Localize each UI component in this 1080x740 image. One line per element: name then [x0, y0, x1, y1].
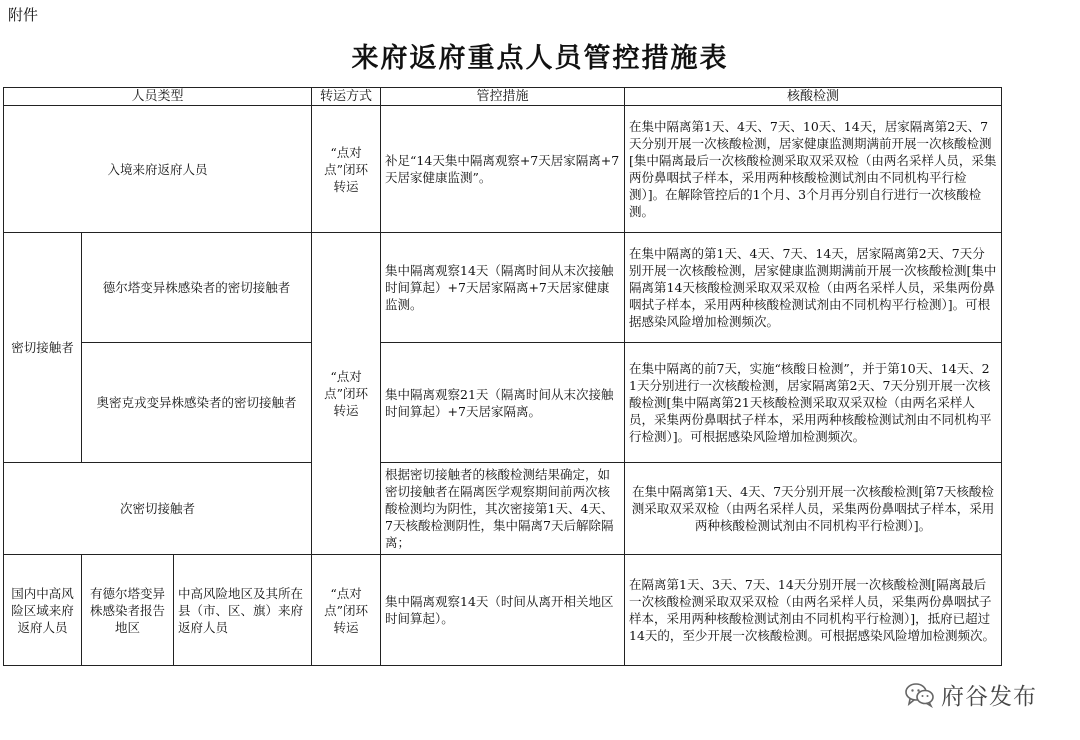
attachment-label: 附件: [8, 6, 39, 24]
header-transport: 转运方式: [312, 88, 381, 106]
omicron-testing-cell: 在集中隔离的前7天，实施“核酸日检测”，并于第10天、14天、21天分别进行一次核酸检测，居家隔离第2天、7天分别开展一次核酸检测[集中隔离第21天核酸检测采取双采双检（由两名采样人员，采集两份鼻咽拭子样本，采用两种核酸检测试剂由不同机构平行检测）]。可根据感染风险增加检测频次。: [625, 343, 1002, 463]
table-row: [4, 555, 1002, 666]
header-measures: 管控措施: [381, 88, 625, 106]
table-row: [4, 106, 1002, 233]
control-measures-table: [3, 87, 1002, 666]
close-contacts-transport-cell: “点对点”闭环转运: [312, 233, 381, 555]
secondary-measures-cell: 根据密切接触者的核酸检测结果确定，如密切接触者在隔离医学观察期间前两次核酸检测均为阴性，其次密接第1天、4天、7天核酸检测阴性，集中隔离7天后解除隔离；: [381, 463, 625, 555]
watermark-text: 府谷发布: [941, 684, 1037, 710]
delta-area-type-cell: 有德尔塔变异株感染者报告地区: [82, 555, 174, 666]
risk-area-type-cell: 国内中高风险区域来府返府人员: [4, 555, 82, 666]
risk-area-testing-cell: 在隔离第1天、3天、7天、14天分别开展一次核酸检测[隔离最后一次核酸检测采取双采双检（由两名采样人员，采集两份鼻咽拭子样本，采用两种核酸检测试剂由不同机构平行检测）]，抵府已超过14天的，至少开展一次核酸检测。可根据感染风险增加检测频次。: [625, 555, 1002, 666]
page-title: 来府返府重点人员管控措施表: [351, 43, 729, 74]
omicron-measures-cell: 集中隔离观察21天（隔离时间从末次接触时间算起）+7天居家隔离。: [381, 343, 625, 463]
table-row: [4, 463, 1002, 555]
inbound-type-cell: 入境来府返府人员: [4, 106, 312, 233]
risk-area-measures-cell: 集中隔离观察14天（时间从离开相关地区时间算起）。: [381, 555, 625, 666]
inbound-measures-cell: 补足“14天集中隔离观察+7天居家隔离+7天居家健康监测”。: [381, 106, 625, 233]
wechat-icon: [905, 682, 935, 708]
secondary-testing-cell: 在集中隔离第1天、4天、7天分别开展一次核酸检测[第7天核酸检测采取双采双检（由两名采样人员，采集两份鼻咽拭子样本，采用两种核酸检测试剂由不同机构平行检测）]。: [625, 463, 1002, 555]
table-row: [4, 233, 1002, 343]
risk-area-transport-cell: “点对点”闭环转运: [312, 555, 381, 666]
inbound-testing-cell: 在集中隔离第1天、4天、7天、10天、14天，居家隔离第2天、7天分别开展一次核酸检测，居家健康监测期满前开展一次核酸检测[集中隔离最后一次核酸检测采取双采双检（由两名采样人员，采集两份鼻咽拭子样本，采用两种核酸检测试剂由不同机构平行检测）]。在解除管控后的1个月、3个月再分别自行进行一次核酸检测。: [625, 106, 1002, 233]
delta-testing-cell: 在集中隔离的第1天、4天、7天、14天，居家隔离第2天、7天分别开展一次核酸检测，居家健康监测期满前开展一次核酸检测[集中隔离第14天核酸检测采取双采双检（由两名采样人员，采集两份鼻咽拭子样本，采用两种核酸检测试剂由不同机构平行检测）]。可根据感染风险增加检测频次。: [625, 233, 1002, 343]
secondary-contact-type-cell: 次密切接触者: [4, 463, 312, 555]
inbound-transport-cell: “点对点”闭环转运: [312, 106, 381, 233]
risk-county-type-cell: 中高风险地区及其所在县（市、区、旗）来府返府人员: [174, 555, 312, 666]
header-person-type: 人员类型: [4, 88, 312, 106]
delta-contact-type-cell: 德尔塔变异株感染者的密切接触者: [82, 233, 312, 343]
omicron-contact-type-cell: 奥密克戎变异株感染者的密切接触者: [82, 343, 312, 463]
close-contacts-group-cell: 密切接触者: [4, 233, 82, 463]
table-row: [4, 343, 1002, 463]
delta-measures-cell: 集中隔离观察14天（隔离时间从末次接触时间算起）+7天居家隔离+7天居家健康监测。: [381, 233, 625, 343]
watermark: [905, 678, 1037, 711]
header-testing: 核酸检测: [625, 88, 1002, 106]
table-header-row: [4, 88, 1002, 106]
